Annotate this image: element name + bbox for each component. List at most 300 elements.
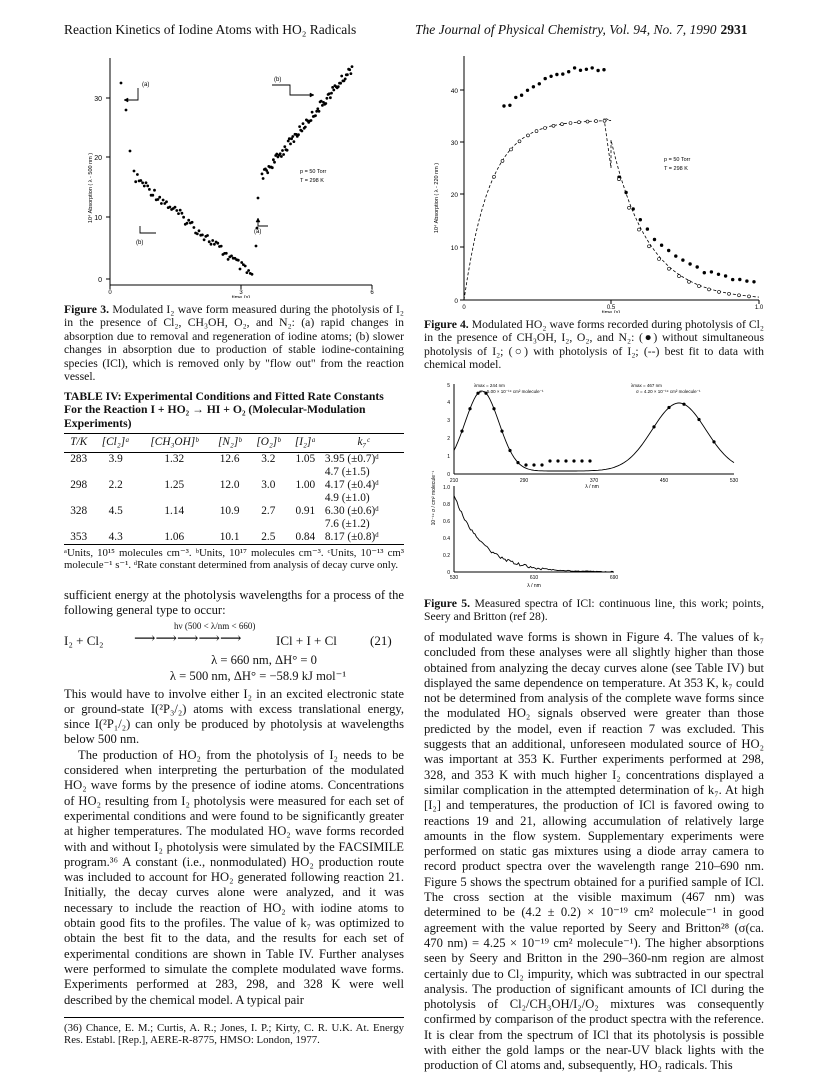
f3-data-point bbox=[177, 213, 179, 215]
f4-filled-point bbox=[514, 96, 517, 99]
f4-open-point bbox=[708, 288, 711, 291]
running-title: Reaction Kinetics of Iodine Atoms with HO₂ Radicals bbox=[64, 22, 357, 37]
f4-open-point bbox=[603, 119, 606, 122]
f4-open-point bbox=[569, 122, 572, 125]
f3-data-point bbox=[165, 201, 167, 203]
f4-open-point bbox=[728, 292, 731, 295]
cell: 12.6 bbox=[219, 452, 240, 465]
left-column-body bbox=[64, 588, 404, 1008]
f4-open-point bbox=[718, 290, 721, 293]
f5-xtick-b530: 530 bbox=[449, 575, 459, 581]
cell bbox=[288, 518, 323, 531]
f4-xlabel: time (s) bbox=[601, 310, 621, 313]
cell: 3.2 bbox=[261, 452, 276, 465]
f5-xtick-370: 370 bbox=[589, 478, 599, 484]
f5-data-point bbox=[683, 403, 686, 406]
f4-open-point bbox=[527, 134, 530, 137]
f3-xtick-0: 0 bbox=[108, 290, 112, 296]
equation-21 bbox=[64, 619, 404, 653]
f3-data-point bbox=[310, 119, 312, 121]
figure-3-plot bbox=[64, 48, 404, 298]
f3-data-point bbox=[159, 196, 161, 198]
f3-data-point bbox=[325, 102, 327, 104]
cell bbox=[93, 466, 138, 479]
cell: 8.17 (±0.8)ᵈ bbox=[323, 531, 404, 545]
f4-ylabel: 10⁴ Absorption ( λ - 220 nm ) bbox=[434, 162, 440, 234]
f5-data-point bbox=[557, 460, 560, 463]
f5-xtick-210: 210 bbox=[449, 478, 459, 484]
f3-data-point bbox=[191, 221, 193, 223]
f5-ytick-b0.2: 0.2 bbox=[443, 553, 450, 559]
f4-filled-point bbox=[597, 69, 600, 72]
f3-data-point bbox=[239, 268, 241, 270]
f3-data-point bbox=[188, 219, 190, 221]
f5-data-point bbox=[493, 407, 496, 410]
cell bbox=[249, 518, 288, 531]
f3-data-point bbox=[316, 110, 318, 112]
f3-data-point bbox=[152, 194, 154, 196]
f3-cond-temp: T = 298 K bbox=[300, 178, 324, 184]
cell: 3.0 bbox=[261, 478, 276, 491]
f3-data-point bbox=[351, 66, 353, 68]
footnote-rule bbox=[64, 1017, 404, 1018]
f3-data-point bbox=[281, 149, 283, 151]
f4-xtick-1.0: 1.0 bbox=[754, 305, 764, 311]
eq-rhs: ICl + I + Cl bbox=[276, 632, 337, 648]
figure-3-caption bbox=[64, 303, 404, 383]
f3-data-point bbox=[251, 273, 253, 275]
f4-open-point bbox=[668, 267, 671, 270]
f3-data-point bbox=[266, 169, 268, 171]
f5-data-point bbox=[581, 460, 584, 463]
cell bbox=[211, 492, 249, 505]
f3-ytick-0: 0 bbox=[98, 277, 102, 284]
f3-data-point bbox=[280, 155, 282, 157]
f5-xtick-450: 450 bbox=[659, 478, 669, 484]
f5-xtick-530: 530 bbox=[729, 478, 739, 484]
cell: 0.91 bbox=[295, 504, 316, 517]
table-row bbox=[64, 531, 404, 545]
journal-name: The Journal of Physical Chemistry, Vol. 94, No. 7, 1990 bbox=[415, 22, 717, 37]
cell bbox=[211, 518, 249, 531]
f3-data-point bbox=[346, 74, 348, 76]
f4-filled-point bbox=[667, 249, 670, 252]
f3-data-point bbox=[143, 185, 145, 187]
f4-filled-point bbox=[579, 69, 582, 72]
f3-data-point bbox=[302, 123, 304, 125]
f4-ytick-30: 30 bbox=[450, 140, 458, 147]
col-header: T/K bbox=[64, 434, 93, 452]
f3-data-point bbox=[337, 86, 339, 88]
f4-open-point bbox=[510, 148, 513, 151]
table-header-row bbox=[64, 434, 404, 452]
f3-data-point bbox=[179, 209, 181, 211]
f3-data-point bbox=[333, 89, 335, 91]
f3-annot-b-top: (b) bbox=[274, 77, 282, 83]
figure-5-label: Figure 5. bbox=[424, 597, 471, 610]
f3-data-point bbox=[272, 159, 274, 161]
f4-filled-point bbox=[724, 275, 727, 278]
cell bbox=[288, 466, 323, 479]
eq-annotation: hν (500 < λ/nm < 660) bbox=[174, 620, 256, 631]
f3-data-point bbox=[287, 140, 289, 142]
f3-data-point bbox=[246, 272, 248, 274]
paragraph: of modulated wave forms is shown in Figure 4. The values of k₇ concluded from these analyses were all slightly higher than those obtained from analyzing the decay curves alone (see Table IV) but displayed the same dependence on temperature. At 353 K, k₇ could not be determined from analysis of the complete wave forms since the modulated HO₂ signals observed were greater than those predicted by the model, even if reaction 7 was excluded. This suggests that an additional, unforeseen modulated source of HO₂ was important at 353 K. Further experiments performed at 298, 328, and 353 K with much higher I₂ concentrations displayed a similar complication in the attempted determination of k₇. At high [I₂] and temperatures, the production of ICl is favored owing to reactions 19 and 21, allowing accumulation of relatively large amounts in the flow system. Supplementary experiments were performed on static gas mixtures using a diode array camera to record product spectra over the wavelength range 210–690 nm. Figure 5 shows the spectrum obtained for a purified sample of ICl. The cross section at the visible maximum (467 nm) was determined to be (4.2 ± 0.2) × 10⁻¹⁹ cm² molecule⁻¹ in good agreement with the value reported by Seery and Britton²⁸ (σ(ca. 470 nm) = 4.25 × 10⁻¹⁹ cm² molecule⁻¹). The higher absorptions seen by Seery and Britton in the 290–360-nm region are almost certainly due to Cl₂ impurity, which was subtracted in our spectral analysis. The production of significant amounts of ICl during the photolysis of Cl₂/CH₃OH/I₂/O₂ mixtures was consequently confirmed by comparison of the product spectra with the reference. It is clear from the spectrum of ICl that its photolysis is possible with either the gold lamps or the near-UV black lights with the production of Cl atoms and, subsequently, HO₂ radicals. This bbox=[424, 630, 764, 1073]
cell bbox=[138, 492, 211, 505]
f5-ytick-b0.4: 0.4 bbox=[443, 536, 450, 542]
f5-ytick-3: 3 bbox=[447, 418, 450, 424]
f5-data-point bbox=[517, 461, 520, 464]
f3-data-point bbox=[257, 197, 259, 199]
f4-filled-point bbox=[550, 75, 553, 78]
figure-3 bbox=[64, 48, 404, 298]
f5-xtick-b690: 690 bbox=[609, 575, 619, 581]
f5-ytick-b1.0: 1.0 bbox=[443, 485, 450, 491]
cell: 4.17 (±0.4)ᵈ bbox=[324, 478, 379, 491]
f3-data-point bbox=[299, 126, 301, 128]
f3-data-point bbox=[283, 153, 285, 155]
cell bbox=[64, 466, 93, 479]
f5-data-point bbox=[653, 426, 656, 429]
table-row bbox=[64, 518, 404, 531]
f3-ytick-20: 20 bbox=[94, 155, 102, 162]
cell: 328 bbox=[70, 504, 88, 517]
f4-open-point bbox=[501, 159, 504, 162]
f3-ytick-30: 30 bbox=[94, 96, 102, 103]
cell bbox=[64, 492, 93, 505]
cell bbox=[249, 466, 288, 479]
f3-data-point bbox=[332, 86, 334, 88]
f5-data-point bbox=[698, 418, 701, 421]
cell: 1.06 bbox=[138, 531, 211, 545]
f4-ytick-0: 0 bbox=[454, 298, 458, 305]
f3-data-point bbox=[129, 150, 131, 152]
f3-data-point bbox=[311, 111, 313, 113]
f4-filled-point bbox=[660, 244, 663, 247]
figure-4-caption bbox=[424, 318, 764, 372]
f3-data-point bbox=[135, 181, 137, 183]
col-header: [I₂]ᵃ bbox=[288, 434, 323, 452]
f4-filled-point bbox=[674, 255, 677, 258]
f3-data-point bbox=[176, 209, 178, 211]
f3-data-point bbox=[248, 269, 250, 271]
f3-data-point bbox=[136, 173, 138, 175]
f3-ylabel: 10⁴ Absorption ( λ - 500 nm ) bbox=[88, 152, 94, 224]
cell: 283 bbox=[70, 452, 88, 465]
figure-4-label: Figure 4. bbox=[424, 318, 469, 331]
f5-bottom-curve bbox=[454, 496, 613, 573]
f3-data-point bbox=[162, 199, 164, 201]
paragraph: The production of HO₂ from the photolysis of I₂ needs to be considered when interpreting the perturbation of the modulated HO₂ wave forms by the presence of iodine atoms. Concentrations of HO₂ resulting from I₂ photolysis were measured for each set of experimental conditions and were found to be significantly greater at higher temperatures. The modulated HO₂ wave forms recorded with and without I₂ photolysis were simulated by the FACSIMILE program.³⁶ A constant (i.e., nonmodulated) HO₂ production route was included to account for HO₂ generated following reaction 21. Initially, the decay curves alone were analyzed, and it was necessary to include the reaction of HO₂ with iodine atoms to obtain good fits to the profiles. The value of k₇ was optimized to obtain the best fit to the data, and the results for each set of experimental conditions are shown in Table IV. Further analyses were performed to simulate the complete modulated wave forms. Experiments performed at 283, 298, and 328 K were well described by the chemical model. A typical pair bbox=[64, 747, 404, 1007]
f5-ylabel: 10⁻¹⁹ σ / cm² molecule⁻¹ bbox=[431, 470, 437, 526]
f3-data-point bbox=[241, 261, 243, 263]
col-header: k₇ᶜ bbox=[323, 434, 404, 452]
cell bbox=[249, 492, 288, 505]
f5-ann-sigma-1: σ = 5.00 × 10⁻¹⁹ cm² molecule⁻¹ bbox=[479, 389, 544, 394]
f4-filled-point bbox=[717, 273, 720, 276]
f3-data-point bbox=[227, 258, 229, 260]
f4-filled-point bbox=[573, 67, 576, 70]
f4-filled-point bbox=[567, 70, 570, 73]
f3-data-point bbox=[193, 226, 195, 228]
cell: 1.14 bbox=[164, 504, 185, 517]
f3-data-point bbox=[174, 206, 176, 208]
cell bbox=[64, 518, 93, 531]
cell: 6.30 (±0.6)ᵈ bbox=[324, 504, 379, 517]
f3-cond-pressure: p = 50 Torr bbox=[300, 169, 327, 175]
table-row bbox=[64, 452, 404, 466]
f4-open-point bbox=[578, 121, 581, 124]
f3-data-point bbox=[142, 182, 144, 184]
f3-data-point bbox=[157, 198, 159, 200]
f3-xtick-6: 6 bbox=[370, 290, 374, 296]
f5-ann-lmax-2: λmax = 467 nm bbox=[631, 383, 662, 388]
f4-filled-point bbox=[703, 271, 706, 274]
right-column-body bbox=[424, 630, 764, 1074]
f3-data-point bbox=[318, 110, 320, 112]
f5-data-point bbox=[668, 406, 671, 409]
col-header: [N₂]ᵇ bbox=[211, 434, 249, 452]
f4-filled-point bbox=[532, 85, 535, 88]
f3-data-point bbox=[340, 82, 342, 84]
f3-data-point bbox=[301, 130, 303, 132]
f3-data-point bbox=[255, 245, 257, 247]
f3-xtick-3: 3 bbox=[239, 290, 243, 296]
f4-filled-point bbox=[544, 77, 547, 80]
f5-data-point bbox=[525, 464, 528, 467]
f5-data-point bbox=[469, 407, 472, 410]
f3-data-point bbox=[183, 216, 185, 218]
f3-data-point bbox=[273, 161, 275, 163]
f4-open-point bbox=[648, 245, 651, 248]
f3-data-point bbox=[288, 138, 290, 140]
f3-data-point bbox=[279, 153, 281, 155]
f4-filled-point bbox=[710, 271, 713, 274]
f4-filled-point bbox=[591, 67, 594, 70]
f4-cond-temp: T = 298 K bbox=[664, 166, 688, 172]
f3-data-point bbox=[133, 170, 135, 172]
f3-data-point bbox=[203, 239, 205, 241]
f3-data-point bbox=[217, 242, 219, 244]
page-number: 2931 bbox=[720, 22, 748, 37]
eq-condition-1: λ = 660 nm, ΔH° = 0 bbox=[211, 652, 317, 667]
f3-data-point bbox=[186, 222, 188, 224]
f5-data-point bbox=[541, 464, 544, 467]
figure-5-caption bbox=[424, 597, 764, 624]
col-header: [Cl₂]ᵃ bbox=[93, 434, 138, 452]
f3-data-point bbox=[196, 233, 198, 235]
cell: 4.9 (±1.0) bbox=[324, 491, 370, 504]
f5-ytick-b0.8: 0.8 bbox=[443, 502, 450, 508]
f5-data-point bbox=[549, 460, 552, 463]
f4-ytick-10: 10 bbox=[450, 245, 458, 252]
f3-data-point bbox=[317, 108, 319, 110]
cell bbox=[211, 466, 249, 479]
eq-arrow: ⟶⟶⟶⟶⟶ bbox=[134, 630, 242, 647]
table-4-footnote: ᵃUnits, 10¹⁵ molecules cm⁻³. ᵇUnits, 10¹⁷ molecules cm⁻³. ᶜUnits, 10⁻¹³ cm³ molecule⁻¹ s⁻¹. ᵈRate constant determined from analysis of decay curve only. bbox=[64, 546, 404, 571]
f5-xlabel-bottom: λ / nm bbox=[527, 583, 541, 589]
f5-data-point bbox=[509, 449, 512, 452]
cell: 10.9 bbox=[219, 504, 240, 517]
figure-5-plot bbox=[424, 378, 769, 593]
f3-data-point bbox=[293, 141, 295, 143]
f4-filled-point bbox=[503, 105, 506, 108]
f4-open-point bbox=[628, 206, 631, 209]
f3-data-point bbox=[220, 245, 222, 247]
f3-data-point bbox=[330, 92, 332, 94]
figure-5 bbox=[424, 378, 769, 593]
f3-data-point bbox=[210, 243, 212, 245]
f3-data-point bbox=[276, 153, 278, 155]
f4-open-point bbox=[518, 140, 521, 143]
f3-data-point bbox=[326, 97, 328, 99]
f3-data-point bbox=[284, 146, 286, 148]
f4-filled-point bbox=[603, 68, 606, 71]
f3-data-point bbox=[289, 143, 291, 145]
cell bbox=[138, 518, 211, 531]
f3-data-point bbox=[145, 182, 147, 184]
eq-lhs: I₂ + Cl₂ bbox=[64, 632, 104, 648]
figure-4-plot bbox=[424, 48, 769, 313]
f3-data-point bbox=[201, 234, 203, 236]
f3-data-point bbox=[321, 104, 323, 106]
f4-filled-point bbox=[746, 280, 749, 283]
f4-open-point bbox=[595, 120, 598, 123]
f3-data-point bbox=[262, 177, 264, 179]
cell: 1.25 bbox=[164, 478, 185, 491]
f3-data-point bbox=[153, 189, 155, 191]
f4-filled-point bbox=[646, 228, 649, 231]
f4-xtick-0.5: 0.5 bbox=[606, 305, 616, 311]
f3-data-point bbox=[304, 126, 306, 128]
cell: 0.84 bbox=[288, 531, 323, 545]
f4-open-point bbox=[748, 295, 751, 298]
f3-data-point bbox=[291, 138, 293, 140]
f4-filled-point bbox=[753, 280, 756, 283]
f4-open-point bbox=[561, 123, 564, 126]
f3-annot-a-bottom: (a) bbox=[254, 229, 262, 235]
f3-data-point bbox=[286, 149, 288, 151]
cell: 3.9 bbox=[108, 452, 123, 465]
f5-xtick-b610: 610 bbox=[529, 575, 539, 581]
cell: 2.7 bbox=[261, 504, 276, 517]
f5-ytick-2: 2 bbox=[447, 436, 450, 442]
f4-open-point bbox=[552, 124, 555, 127]
eq-condition-2: λ = 500 nm, ΔH° = −58.9 kJ mol⁻¹ bbox=[169, 668, 347, 683]
f4-filled-point bbox=[738, 278, 741, 281]
f4-open-point bbox=[658, 258, 661, 261]
f3-data-point bbox=[244, 265, 246, 267]
f3-data-point bbox=[350, 73, 352, 75]
f3-ytick-10: 10 bbox=[94, 215, 102, 222]
f4-filled-point bbox=[632, 208, 635, 211]
f3-data-point bbox=[213, 243, 215, 245]
f4-filled-point bbox=[682, 259, 685, 262]
f5-ytick-0: 0 bbox=[447, 472, 450, 478]
f4-filled-point bbox=[526, 89, 529, 92]
f4-open-point bbox=[738, 294, 741, 297]
f3-data-point bbox=[125, 109, 127, 111]
table-row bbox=[64, 466, 404, 479]
f4-fit-curve bbox=[464, 118, 759, 300]
col-header: [CH₃OH]ᵇ bbox=[138, 434, 211, 452]
f3-data-point bbox=[341, 75, 343, 77]
f4-ytick-20: 20 bbox=[450, 192, 458, 199]
f4-open-point bbox=[544, 127, 547, 130]
f4-open-point bbox=[688, 280, 691, 283]
f5-ytick-b0.6: 0.6 bbox=[443, 519, 450, 525]
cell: 2.5 bbox=[249, 531, 288, 545]
f5-xtick-290: 290 bbox=[519, 478, 529, 484]
f4-filled-points bbox=[503, 67, 756, 284]
f4-filled-point bbox=[585, 68, 588, 71]
f4-filled-point bbox=[625, 191, 628, 194]
f3-data-point bbox=[198, 230, 200, 232]
f4-filled-point bbox=[509, 104, 512, 107]
cell: 4.3 bbox=[93, 531, 138, 545]
figure-4 bbox=[424, 48, 769, 313]
footnote-36: (36) Chance, E. M.; Curtis, A. R.; Jones, I. P.; Kirty, C. R. U.K. At. Energy Res. Establ. [Rep.], AERE-R-8775, HMSO: London, 1977. bbox=[64, 1022, 404, 1047]
f3-annot-a-top: (a) bbox=[142, 82, 150, 88]
table-row bbox=[64, 505, 404, 518]
cell: 3.95 (±0.7)ᵈ bbox=[324, 452, 379, 465]
cell: 10.1 bbox=[211, 531, 249, 545]
f4-open-point bbox=[638, 228, 641, 231]
figure-4-caption-text: Modulated HO₂ wave forms recorded during photolysis of Cl₂ in the presence of CH₃OH, I₂, O₂, and N₂: (●) without simultaneous photolysis of I₂; (○) with photolysis of I₂; (--) best fit to data with chemical model. bbox=[424, 318, 765, 372]
cell: 1.05 bbox=[295, 452, 316, 465]
col-header: [O₂]ᵇ bbox=[249, 434, 288, 452]
f4-open-point bbox=[618, 178, 621, 181]
f5-ytick-5: 5 bbox=[447, 383, 450, 389]
f3-data-point bbox=[237, 259, 239, 261]
f5-data-point bbox=[565, 460, 568, 463]
cell: 298 bbox=[70, 478, 88, 491]
f5-ytick-1: 1 bbox=[447, 454, 450, 460]
f4-filled-point bbox=[689, 263, 692, 266]
f5-data-point bbox=[461, 430, 464, 433]
f3-data-point bbox=[314, 115, 316, 117]
cell: 4.7 (±1.5) bbox=[324, 465, 370, 478]
f5-ytick-4: 4 bbox=[447, 400, 450, 406]
f3-data-point bbox=[181, 212, 183, 214]
f3-data-point bbox=[148, 188, 150, 190]
f5-xlabel-top: λ / nm bbox=[585, 484, 599, 490]
f4-open-point bbox=[586, 120, 589, 123]
f4-filled-point bbox=[639, 218, 642, 221]
f3-data-point bbox=[297, 134, 299, 136]
f3-data-point bbox=[320, 100, 322, 102]
table-4 bbox=[64, 433, 404, 544]
f4-filled-point bbox=[520, 94, 523, 97]
f5-data-point bbox=[573, 460, 576, 463]
f5-data-point bbox=[589, 460, 592, 463]
f4-open-point bbox=[678, 275, 681, 278]
f3-data-point bbox=[328, 93, 330, 95]
figure-3-caption-text: Modulated I₂ wave form measured during the photolysis of I₂ in the presence of Cl₂, CH₃OH, O₂, and N₂: (a) rapid changes in absorption due to removal and regeneration of iodine atoms; (b) slower changes in absorption due to production of stable iodine-containing species (ICl), which is removed only by "flow out" from the reaction vessel. bbox=[64, 303, 404, 384]
f4-ytick-40: 40 bbox=[450, 88, 458, 95]
eq-number: (21) bbox=[370, 632, 392, 648]
f3-data-point bbox=[292, 135, 294, 137]
cell: 1.00 bbox=[295, 478, 316, 491]
cell bbox=[93, 492, 138, 505]
f3-data-point bbox=[267, 172, 269, 174]
f3-data-point bbox=[349, 69, 351, 71]
figure-3-label: Figure 3. bbox=[64, 303, 110, 316]
f3-data-point bbox=[147, 185, 149, 187]
cell: 7.6 (±1.2) bbox=[324, 517, 370, 530]
f3-data-point bbox=[120, 82, 122, 84]
f5-ann-lmax-1: λmax = 244 nm bbox=[474, 383, 505, 388]
